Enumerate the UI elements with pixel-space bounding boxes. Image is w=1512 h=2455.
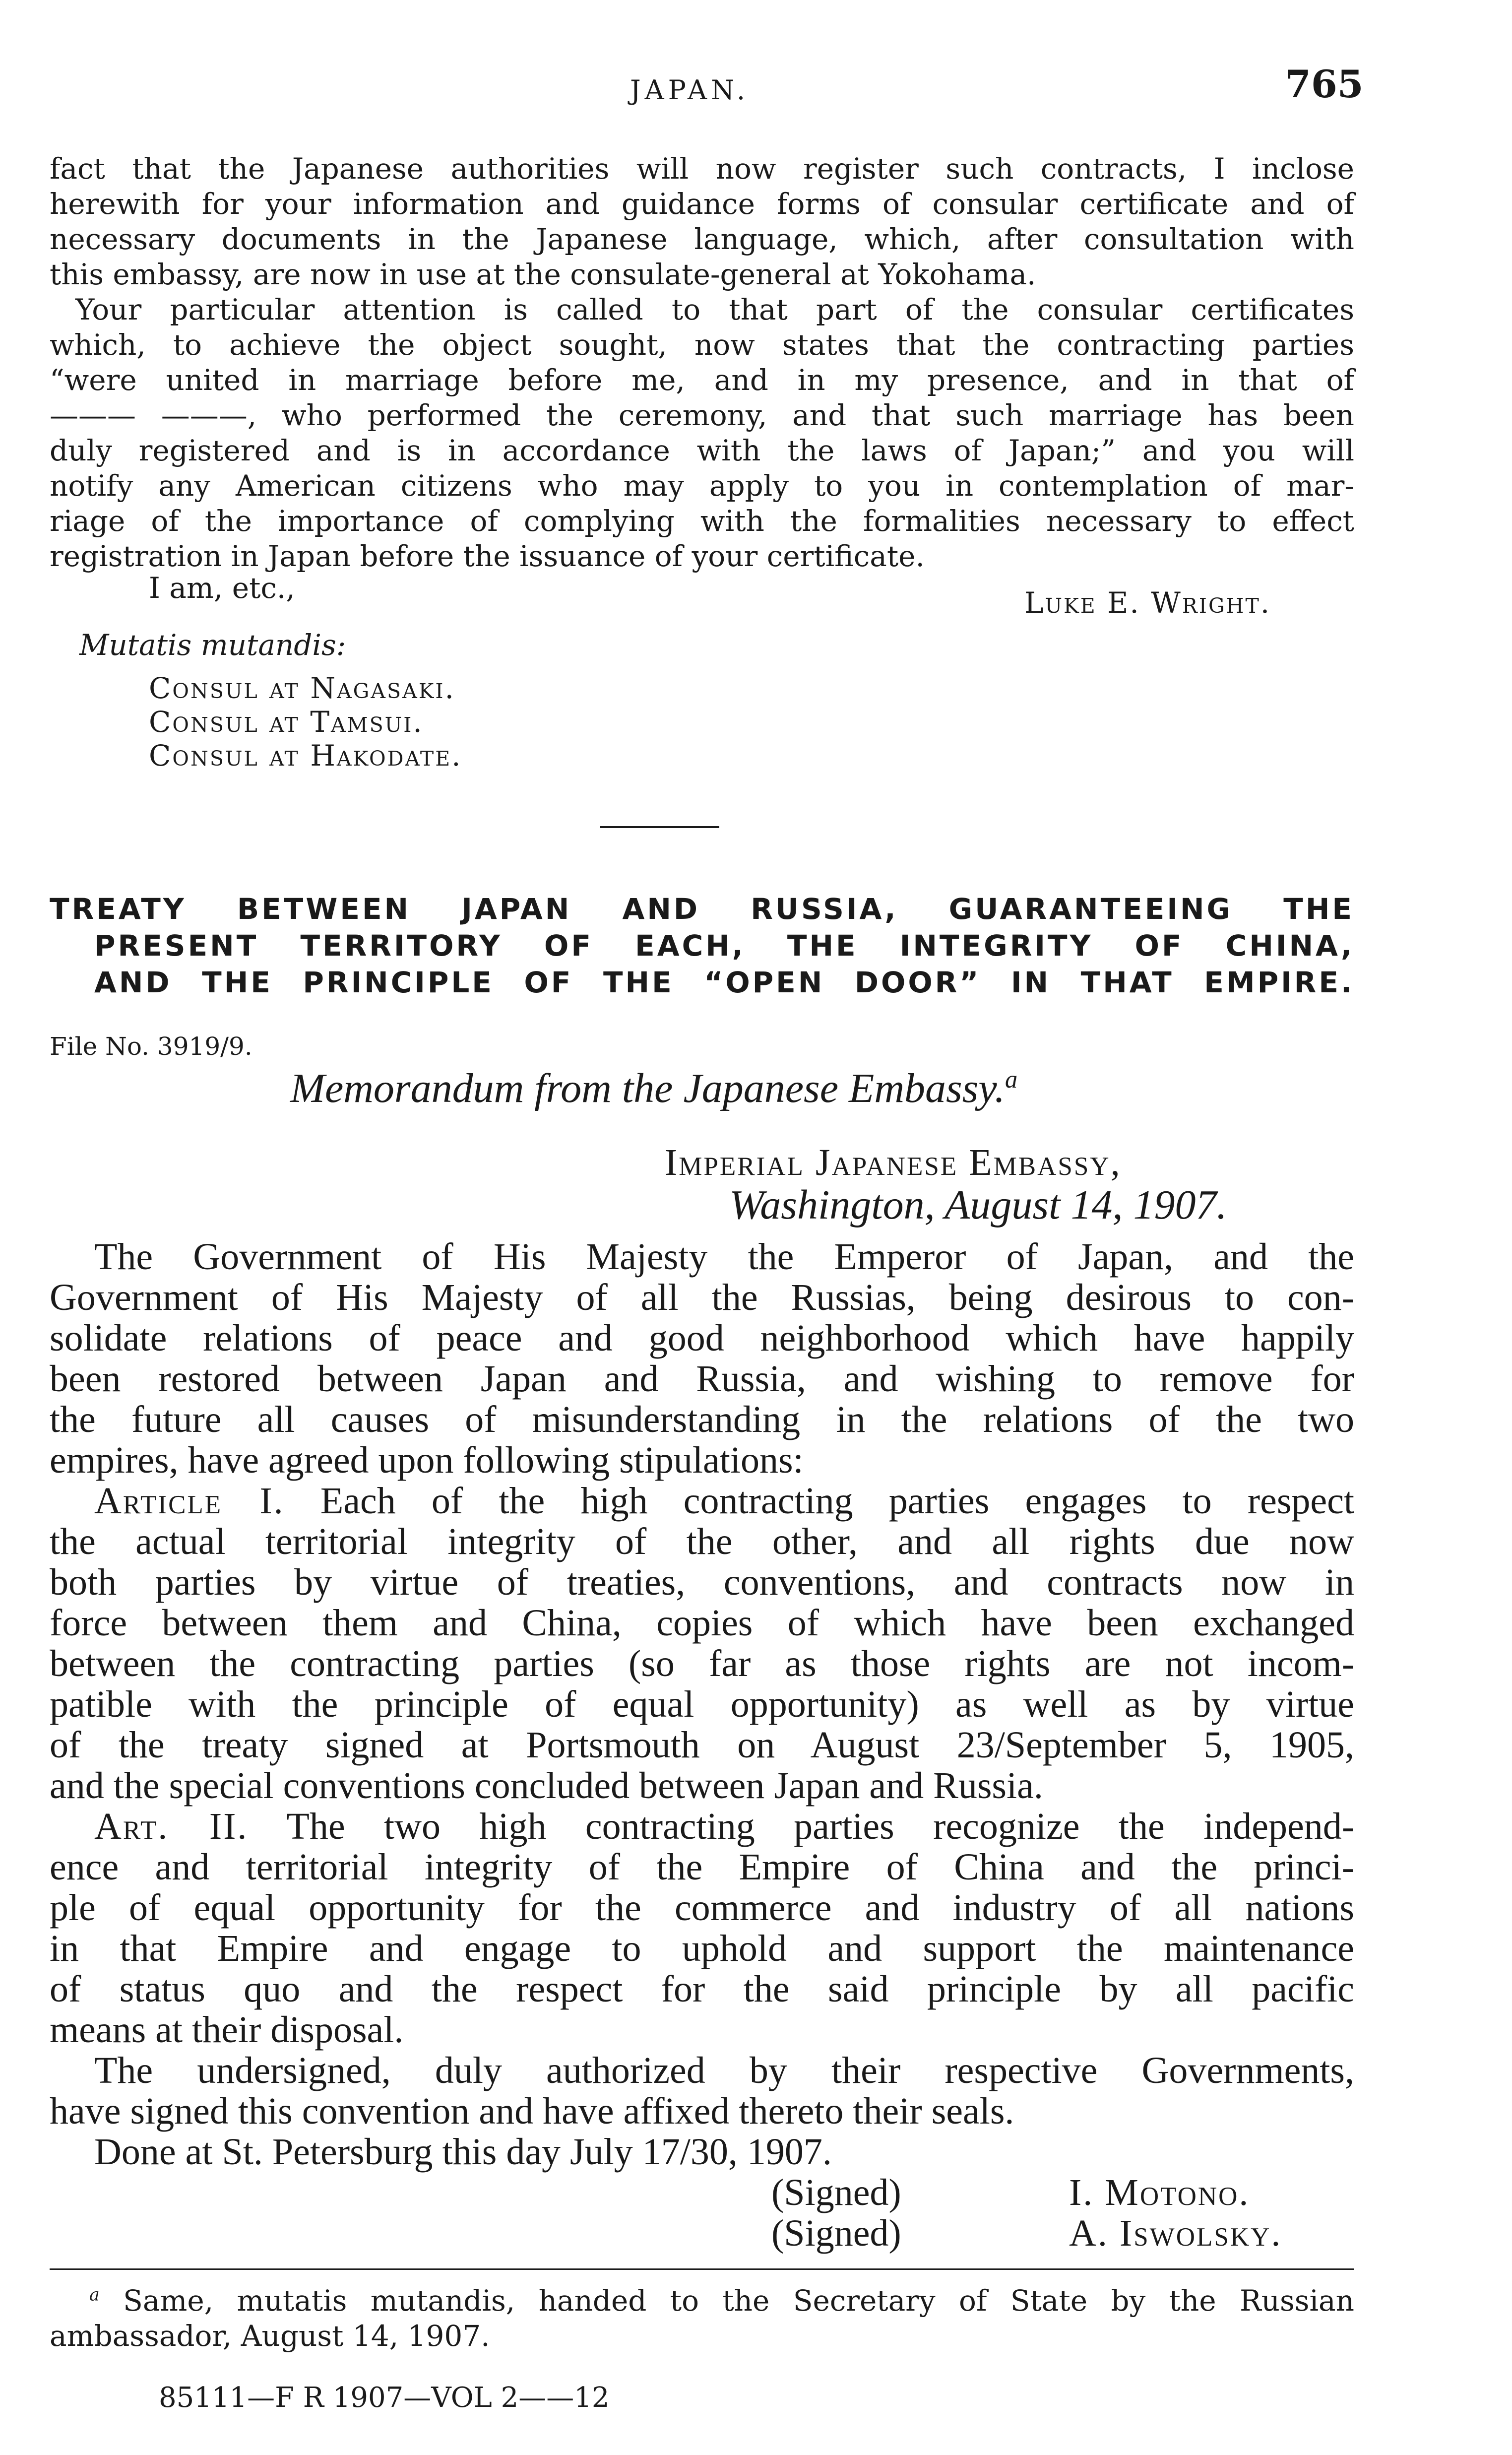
text-line: solidate relations of peace and good neighborhood which have happily	[50, 1317, 1354, 1359]
treaty-title-line: PRESENT TERRITORY OF EACH, THE INTEGRITY OF CHINA,	[94, 929, 1354, 963]
memo-heading	[290, 1064, 1017, 1112]
file-number: File No. 3919/9.	[50, 1032, 252, 1061]
undersigned-paragraph	[50, 2050, 1354, 2132]
text-line: the future all causes of misunderstanding in the relations of the two	[50, 1399, 1354, 1440]
article-1-first-line: Each of the high contracting parties engages to respect	[320, 1480, 1354, 1522]
signatory-motono: I. Motono.	[1069, 2172, 1250, 2213]
done-at-line: Done at St. Petersburg this day July 17/30, 1907.	[94, 2131, 832, 2173]
attention-paragraph	[50, 292, 1354, 574]
page-number: 765	[1285, 62, 1364, 106]
text-line: been restored between Japan and Russia, and wishing to remove for	[50, 1358, 1354, 1400]
consul-hakodate: Consul at Hakodate.	[149, 739, 462, 773]
footnote-marker: a	[1005, 1065, 1018, 1093]
text-line	[50, 2283, 1354, 2319]
footnote-text: Same, mutatis mutandis, handed to the Secretary of State by the Russian	[123, 2284, 1354, 2318]
text-line: means at their disposal.	[50, 2009, 404, 2051]
text-line: registration in Japan before the issuance of your certificate.	[50, 539, 925, 573]
closing-text: I am, etc.,	[149, 571, 295, 605]
footnote	[50, 2283, 1354, 2354]
text-line: ence and territorial integrity of the Empire of China and the princi-	[50, 1846, 1354, 1888]
text-line: the actual territorial integrity of the other, and all rights due now	[50, 1521, 1354, 1562]
treaty-title	[50, 891, 1354, 1001]
mutatis-mutandis-label: Mutatis mutandis:	[79, 628, 346, 662]
text-line: herewith for your information and guidance forms of consular certificate and of	[50, 187, 1354, 221]
text-line	[50, 1481, 1354, 1521]
signatory-iswolsky: A. Iswolsky.	[1069, 2212, 1282, 2254]
text-line: both parties by virtue of treaties, conventions, and contracts now in	[50, 1561, 1354, 1603]
text-line: of status quo and the respect for the said principle by all pacific	[50, 1968, 1354, 2010]
article-2-label: Art. II.	[94, 1806, 249, 1847]
text-line: of the treaty signed at Portsmouth on August 23/September 5, 1905,	[50, 1724, 1354, 1766]
article-1-label: Article I.	[94, 1480, 285, 1522]
text-line: and the special conventions concluded between Japan and Russia.	[50, 1765, 1043, 1807]
text-line: riage of the importance of complying with the formalities necessary to effect	[50, 504, 1354, 538]
text-line: The undersigned, duly authorized by their respective Governments,	[94, 2050, 1354, 2091]
section-divider	[600, 826, 719, 828]
text-line: empires, have agreed upon following stipulations:	[50, 1439, 804, 1481]
text-line: The Government of His Majesty the Emperor of Japan, and the	[94, 1236, 1354, 1278]
text-line: ——— ———, who performed the ceremony, and that such marriage has been	[50, 398, 1354, 432]
text-line: between the contracting parties (so far as those rights are not incom-	[50, 1643, 1354, 1684]
text-line: Government of His Majesty of all the Russias, being desirous to con-	[50, 1277, 1354, 1318]
text-line	[50, 1806, 1354, 1847]
text-line: notify any American citizens who may apply to you in contemplation of mar-	[50, 469, 1354, 503]
running-header-title: JAPAN.	[630, 74, 749, 106]
text-line: which, to achieve the object sought, now states that the contracting parties	[50, 328, 1354, 362]
footnote-rule	[50, 2268, 1354, 2270]
consul-tamsui: Consul at Tamsui.	[149, 705, 424, 739]
dateline: Washington, August 14, 1907.	[729, 1182, 1227, 1228]
text-line: this embassy, are now in use at the consulate-general at Yokohama.	[50, 258, 1036, 291]
treaty-title-line: TREATY BETWEEN JAPAN AND RUSSIA, GUARANTEEING THE	[50, 892, 1354, 926]
letter-signature: Luke E. Wright.	[1024, 586, 1271, 620]
text-line: fact that the Japanese authorities will now register such contracts, I inclose	[50, 152, 1354, 186]
signed-marker: (Signed)	[771, 2172, 901, 2213]
consul-nagasaki: Consul at Nagasaki.	[149, 671, 455, 705]
treaty-title-line: AND THE PRINCIPLE OF THE “OPEN DOOR” IN THAT EMPIRE.	[94, 966, 1354, 999]
intro-paragraph	[50, 151, 1354, 292]
text-line: “were united in marriage before me, and in my presence, and in that of	[50, 363, 1354, 397]
text-line: ple of equal opportunity for the commerce and industry of all nations	[50, 1887, 1354, 1929]
text-line: necessary documents in the Japanese language, which, after consultation with	[50, 222, 1354, 256]
text-line: ambassador, August 14, 1907.	[50, 2319, 490, 2353]
footnote-marker: a	[89, 2285, 100, 2305]
text-line: duly registered and is in accordance with the laws of Japan;” and you will	[50, 434, 1354, 467]
article-2	[50, 1806, 1354, 2050]
text-line: in that Empire and engage to uphold and support the maintenance	[50, 1928, 1354, 1969]
text-line: have signed this convention and have affixed thereto their seals.	[50, 2090, 1014, 2132]
treaty-preamble	[50, 1236, 1354, 1481]
text-line: Your particular attention is called to that part of the consular certificates	[75, 293, 1354, 326]
embassy-name: Imperial Japanese Embassy,	[665, 1142, 1122, 1183]
signed-marker: (Signed)	[771, 2212, 901, 2254]
article-2-first-line: The two high contracting parties recognize the independ-	[286, 1806, 1354, 1847]
printer-signature-line: 85111—F R 1907—VOL 2——12	[159, 2382, 610, 2414]
article-1	[50, 1481, 1354, 1806]
text-line: patible with the principle of equal opportunity) as well as by virtue	[50, 1683, 1354, 1725]
memo-heading-text: Memorandum from the Japanese Embassy.	[290, 1065, 1006, 1111]
text-line: force between them and China, copies of which have been exchanged	[50, 1602, 1354, 1644]
